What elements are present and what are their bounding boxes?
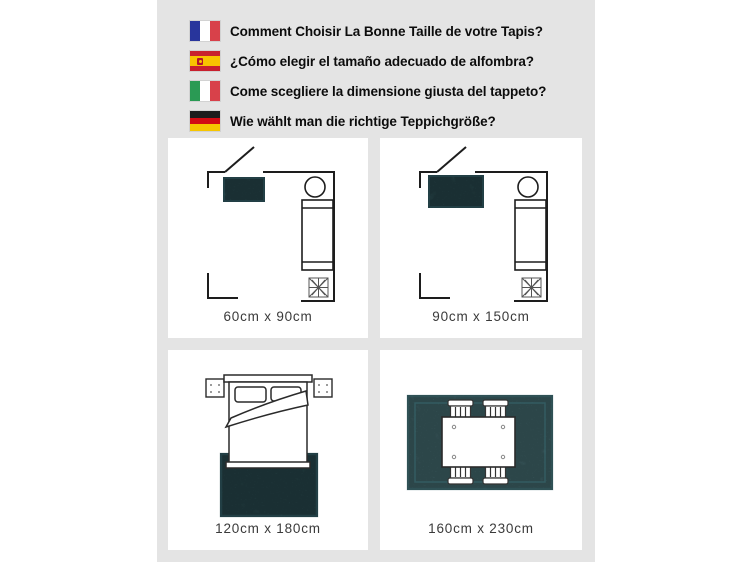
plant-icon — [522, 278, 541, 297]
sofa-icon — [302, 200, 333, 270]
chair-top-right-icon — [483, 400, 508, 418]
plant-icon — [309, 278, 328, 297]
side-table-icon — [305, 177, 325, 197]
floor-plan-medium-rug — [380, 138, 582, 306]
door-icon — [225, 147, 254, 172]
pillow-left-icon — [235, 387, 266, 402]
rug-icon — [223, 177, 265, 202]
headline-italian: Come scegliere la dimensione giusta del tappeto? — [230, 83, 547, 99]
chair-bottom-right-icon — [483, 466, 508, 484]
chair-bottom-left-icon — [448, 466, 473, 484]
rug-icon — [428, 175, 484, 208]
headboard — [224, 375, 312, 382]
size-label: 60cm x 90cm — [223, 309, 313, 324]
size-label: 160cm x 230cm — [428, 521, 534, 536]
floor-plan-small-rug — [168, 138, 368, 306]
chair-top-left-icon — [448, 400, 473, 418]
footboard — [226, 462, 310, 468]
headline-french: Comment Choisir La Bonne Taille de votre Tapis? — [230, 23, 543, 39]
italy-flag-icon — [190, 81, 220, 101]
table-icon — [442, 417, 515, 467]
bedroom-plan — [168, 350, 368, 518]
headline-spanish: ¿Cómo elegir el tamaño adecuado de alfombra? — [230, 53, 534, 69]
sofa-icon — [515, 200, 546, 270]
size-label: 90cm x 150cm — [432, 309, 530, 324]
germany-flag-icon — [190, 111, 220, 131]
door-icon — [437, 147, 466, 172]
spain-flag-icon — [190, 51, 220, 71]
infographic-card — [157, 0, 595, 562]
headline-row-spanish — [190, 51, 546, 71]
size-label: 120cm x 180cm — [215, 521, 321, 536]
bed-icon — [224, 375, 312, 468]
headline-row-italian — [190, 81, 546, 101]
headline-german: Wie wählt man die richtige Teppichgröße? — [230, 113, 496, 129]
dining-plan — [380, 350, 582, 518]
panel-living-room-medium — [380, 138, 582, 338]
panel-bedroom — [168, 350, 368, 550]
nightstand-left-icon — [206, 379, 224, 397]
header — [190, 21, 546, 141]
side-table-icon — [518, 177, 538, 197]
headline-row-german — [190, 111, 546, 131]
panel-dining-room — [380, 350, 582, 550]
nightstand-right-icon — [314, 379, 332, 397]
spain-crest-icon — [197, 58, 203, 65]
panel-living-room-small — [168, 138, 368, 338]
headline-row-french — [190, 21, 546, 41]
france-flag-icon — [190, 21, 220, 41]
